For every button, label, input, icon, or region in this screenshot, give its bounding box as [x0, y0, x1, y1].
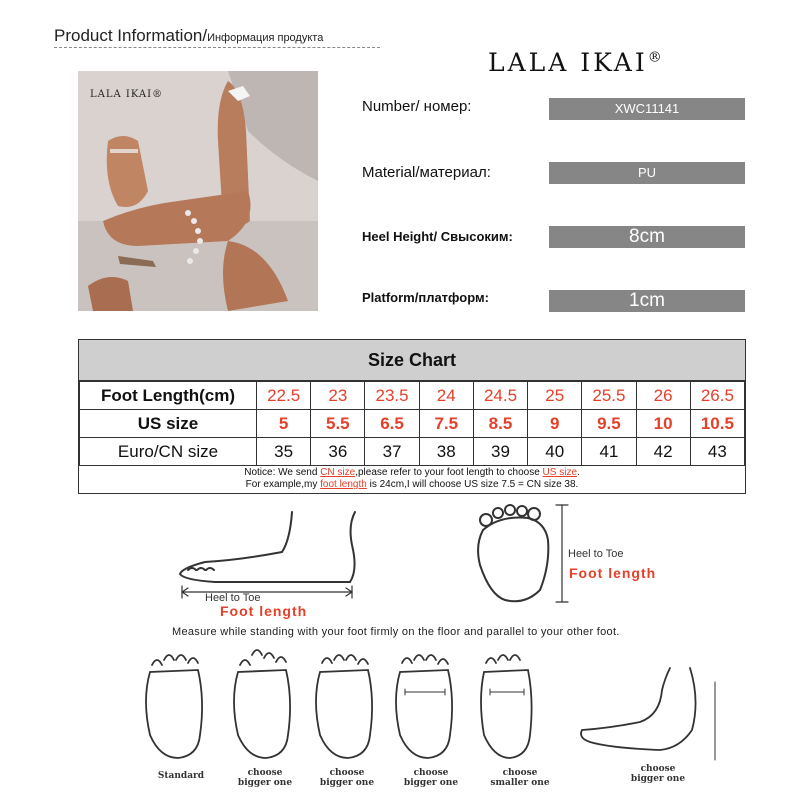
foot-type-caption: choose bigger one: [630, 764, 686, 784]
size-chart-title: Size Chart: [79, 340, 745, 381]
brand-mark: ®: [647, 49, 665, 66]
sole-foot-length-label: Foot length: [569, 565, 657, 581]
foot-length-cell: 26: [636, 382, 690, 410]
row-label-euro-size: Euro/CN size: [80, 438, 257, 466]
euro-size-cell: 39: [473, 438, 527, 466]
spec-value-number: XWC11141: [549, 98, 745, 120]
euro-size-cell: 40: [528, 438, 582, 466]
euro-size-cell: 35: [257, 438, 311, 466]
us-size-cell: 9: [528, 410, 582, 438]
us-size-cell: 8.5: [473, 410, 527, 438]
euro-size-cell: 42: [636, 438, 690, 466]
spec-label-number: Number/ номер:: [362, 98, 472, 115]
spec-label-material: Material/материал:: [362, 164, 491, 181]
row-label-foot-length: Foot Length(cm): [80, 382, 257, 410]
title-ru: Информация продукта: [207, 32, 324, 44]
spec-label-platform: Platform/платформ:: [362, 290, 489, 305]
foot-length-cell: 22.5: [257, 382, 311, 410]
foot-type-caption: choose bigger one: [237, 768, 293, 788]
foot-length-cell: 24: [419, 382, 473, 410]
us-size-cell: 10.5: [690, 410, 744, 438]
foot-type-caption: choose bigger one: [403, 768, 459, 788]
title-en: Product Information/: [54, 26, 208, 45]
euro-size-cell: 37: [365, 438, 419, 466]
euro-size-cell: 41: [582, 438, 636, 466]
us-size-cell: 5: [257, 410, 311, 438]
us-size-cell: 10: [636, 410, 690, 438]
sole-heel-to-toe-label: Heel to Toe: [568, 548, 624, 560]
photo-watermark: LALA IKAI®: [90, 89, 164, 100]
foot-length-cell: 26.5: [690, 382, 744, 410]
euro-size-cell: 36: [311, 438, 365, 466]
spec-value-heel-height: 8cm: [549, 226, 745, 248]
side-heel-to-toe-label: Heel to Toe: [205, 592, 261, 604]
foot-type-caption: choose smaller one: [490, 768, 550, 788]
spec-label-heel-height: Heel Height/ Свысоким:: [362, 229, 513, 244]
foot-length-cell: 24.5: [473, 382, 527, 410]
notice-line-1: Notice: We send CN size,please refer to your foot length to choose US size.: [244, 467, 580, 478]
us-size-cell: 6.5: [365, 410, 419, 438]
us-size-cell: 7.5: [419, 410, 473, 438]
foot-length-cell: 23: [311, 382, 365, 410]
notice-line-2: For example,my foot length is 24cm,I will choose US size 7.5 = CN size 38.: [245, 479, 579, 490]
euro-size-cell: 38: [419, 438, 473, 466]
foot-type-caption: choose bigger one: [319, 768, 375, 788]
euro-size-cell: 43: [690, 438, 744, 466]
spec-value-platform: 1cm: [549, 290, 745, 312]
spec-value-material: PU: [549, 162, 745, 184]
foot-length-cell: 25: [528, 382, 582, 410]
foot-length-cell: 25.5: [582, 382, 636, 410]
row-label-us-size: US size: [80, 410, 257, 438]
measure-instruction: Measure while standing with your foot firmly on the floor and parallel to your other foot.: [172, 626, 620, 638]
side-foot-length-label: Foot length: [220, 603, 308, 619]
foot-length-cell: 23.5: [365, 382, 419, 410]
foot-type-caption: Standard: [157, 771, 205, 781]
us-size-cell: 5.5: [311, 410, 365, 438]
brand-name: LALA IKAI: [488, 48, 648, 77]
us-size-cell: 9.5: [582, 410, 636, 438]
